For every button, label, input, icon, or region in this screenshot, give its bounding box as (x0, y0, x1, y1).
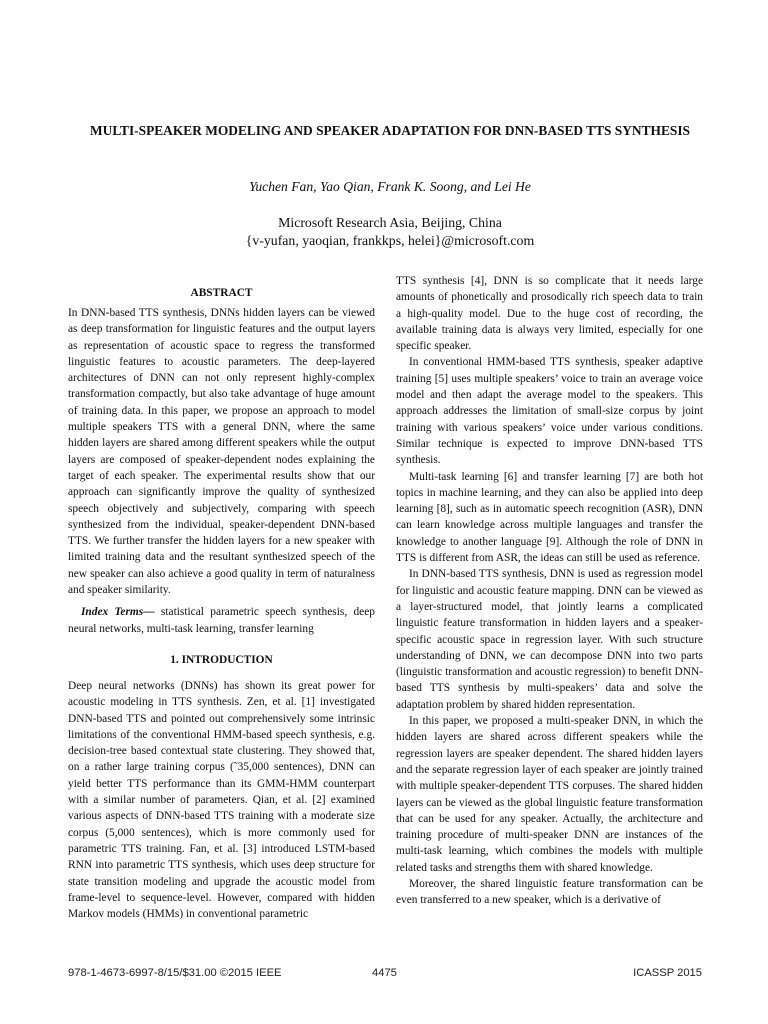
left-column (68, 286, 375, 922)
footer-page-number: 4475 (372, 967, 397, 979)
footer-venue: ICASSP 2015 (633, 967, 702, 979)
right-column (396, 273, 703, 909)
intro-paragraph-3: In conventional HMM-based TTS synthesis, speaker adaptive training [5] uses multiple speakers’ voice to train an average voice model and then adapt the average model to the speakers. This approach addresses the limitation of small-size corpus by joint training with various speakers’ voice under various conditions. Similar technique is expected to improve DNN-based TTS synthesis. (396, 356, 703, 467)
footer-isbn: 978-1-4673-6997-8/15/$31.00 ©2015 IEEE (68, 967, 282, 979)
abstract-heading: ABSTRACT (190, 287, 253, 299)
intro-paragraph-5: In DNN-based TTS synthesis, DNN is used as regression model for linguistic and acoustic feature mapping. DNN can be viewed as a layer-structured model, that jointly learns a complicated linguistic feature transformation in hidden layers and a speaker-specific acoustic space in regression layer. With such structure understanding of DNN, we can decompose DNN into two parts (linguistic transformation and acoustic regression) to benefit DNN-based TTS synthesis by multi-speakers’ data and solve the adaptation problem by shared hidden representation. (396, 568, 703, 711)
author-list: Yuchen Fan, Yao Qian, Frank K. Soong, and Lei He (249, 179, 531, 194)
introduction-heading: 1. INTRODUCTION (170, 653, 273, 666)
abstract-text: In DNN-based TTS synthesis, DNNs hidden layers can be viewed as deep transformation for linguistic features and the output layers as representation of acoustic space to regress the transformed linguistic features to acoustic parameters. The deep-layered architectures of DNN can not only represent highly-complex transformation compactly, but also take advantage of huge amount of training data. In this paper, we propose an approach to model multiple speakers TTS with a general DNN, where the same hidden layers are shared among different speakers while the output layers are composed of speaker-dependent nodes explaining the target of each speaker. The experimental results show that our approach can significantly improve the quality of synthesized speech objectively and subjectively, comparing with speech synthesized from the individual, speaker-dependent DNN-based TTS. We further transfer the hidden layers for a new speaker with limited training data and the resultant synthesized speech of the new speaker can also achieve a good quality in term of naturalness and speaker similarity. (68, 307, 375, 597)
index-terms-text: statistical parametric speech synthesis, deep neural networks, multi-task learning, transfer learning (68, 606, 375, 635)
intro-paragraph-7: Moreover, the shared linguistic feature transformation can be even transferred to a new speaker, which is a derivative of (396, 877, 703, 907)
affiliation: Microsoft Research Asia, Beijing, China (278, 215, 502, 230)
author-emails: {v-yufan, yaoqian, frankkps, helei}@microsoft.com (245, 233, 535, 248)
intro-paragraph-2: TTS synthesis [4], DNN is so complicate that it needs large amounts of phonetically and prosodically rich speech data to train a high-quality model. Due to the huge cost of recording, the available training data is always very limited, especially for one specific speaker. (396, 275, 703, 353)
intro-paragraph-1: Deep neural networks (DNNs) has shown its great power for acoustic modeling in TTS synthesis. Zen, et al. [1] investigated DNN-based TTS and pointed out comprehensively some intrinsic limitations of the conventional HMM-based speech synthesis, e.g. decision-tree based contextual state clustering. They showed that, on a rather large training corpus (˜35,000 sentences), DNN can yield better TTS performance than its GMM-HMM counterpart with a similar number of parameters. Qian, et al. [2] examined various aspects of DNN-based TTS training with a moderate size corpus (5,000 sentences), which is more commonly used for parametric TTS training. Fan, et al. [3] introduced LSTM-based RNN into parametric TTS synthesis, which uses deep structure for state transition modeling and upgrade the acoustic model from frame-level to sequence-level. However, compared with hidden Markov models (HMMs) in conventional parametric (68, 679, 375, 921)
index-terms-label: Index Terms— (81, 606, 155, 619)
intro-paragraph-4: Multi-task learning [6] and transfer learning [7] are both hot topics in machine learning, and they can also be applied into deep learning [8], such as in automatic speech recognition (ASR), DNN can learn knowledge across multiple languages and transfer the knowledge to another language [9]. Although the role of DNN in TTS is different from ASR, the ideas can still be used as reference. (396, 470, 703, 565)
index-terms (68, 604, 375, 637)
intro-paragraph-6: In this paper, we proposed a multi-speaker DNN, in which the hidden layers are shared across different speakers while the regression layers are speaker dependent. The shared hidden layers and the separate regression layer of each speaker are jointly trained with multiple speaker-dependent TTS corpuses. The shared hidden layers can be viewed as the global linguistic feature transformation that can be used for any speaker. Actually, the architecture and training procedure of multi-speaker DNN are instances of the multi-task learning, which combines the models with multiple related tasks and strengths them with shared knowledge. (396, 715, 703, 874)
paper-title: MULTI-SPEAKER MODELING AND SPEAKER ADAPTATION FOR DNN-BASED TTS SYNTHESIS (90, 123, 690, 138)
